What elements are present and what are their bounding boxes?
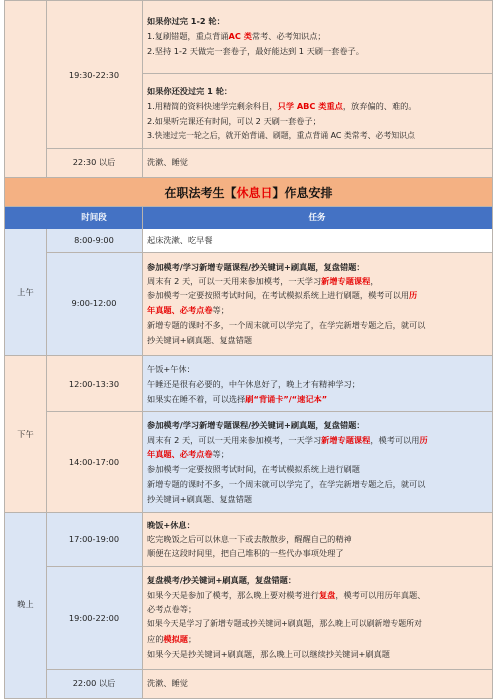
- block-notdone-line-1: 1.用精简的资料快速学完剩余科目，只学 ABC 类重点，放弃偏的、难的。: [147, 101, 417, 111]
- block-done-line-1: 1.复刷错题，重点背诵AC 类常考、必考知识点；: [147, 31, 326, 41]
- period-label-morning: 上午: [17, 287, 34, 297]
- evening-b-line-3: 如果今天是学习了新增专题或抄关键词+刷真题，那么晚上可以刷新增专题所对: [147, 619, 422, 628]
- task-2200-text: 洗漱、睡觉: [147, 678, 188, 688]
- period-label-evening: 晚上: [17, 599, 34, 609]
- time-1700-label: 17:00-19:00: [68, 534, 120, 544]
- table-frame: [4, 0, 493, 699]
- evening-b-line-1: 如果今天是参加了模考，那么晚上要对模考进行复盘，模考可以用历年真题、: [147, 590, 426, 600]
- time-1930-label: 19:30-22:30: [68, 70, 120, 80]
- afternoon-a-line-3: 如果实在睡不着，可以选择刷“背诵卡”/“速记本”: [147, 394, 328, 404]
- afternoon-b-line-4: 新增专题的课时不多，一个周末就可以学完了，在学完新增专题之后，就可以: [147, 479, 426, 489]
- period-label-afternoon: 下午: [17, 429, 34, 439]
- evening-b-line-4: 应的模拟题；: [147, 634, 197, 644]
- morning-b-heading: 参加模考/学习新增专题课程/抄关键词+刷真题，复盘错题：: [147, 262, 365, 272]
- afternoon-b-line-2: 年真题、必考点卷等；: [147, 449, 229, 459]
- time-1900-label: 19:00-22:00: [68, 613, 120, 623]
- block-notdone-heading: 如果你还没过完 1 轮：: [147, 86, 233, 96]
- evening-a-line-2: 顺便在这段时间里，把自己堆积的一些代办事项处理了: [147, 548, 344, 558]
- morning-b-line-4: 新增专题的课时不多，一个周末就可以学完了，在学完新增专题之后，就可以: [147, 320, 426, 330]
- morning-b-line-2: 参加模考一定要按照考试时间，在考试模拟系统上进行刷题，模考可以用历: [147, 290, 418, 300]
- afternoon-b-line-1: 周末有 2 天，可以一天用来参加模考，一天学习新增专题课程，模考可以用历: [147, 435, 428, 445]
- evening-a-heading: 晚饭+休息：: [147, 520, 195, 530]
- afternoon-b-line-3: 参加模考一定要按照考试时间，在考试模拟系统上进行刷题: [147, 464, 360, 474]
- time-2230-label: 22:30 以后: [72, 157, 116, 167]
- afternoon-b-heading: 参加模考/学习新增专题课程/抄关键词+刷真题，复盘错题：: [147, 420, 365, 430]
- evening-a-line-1: 吃完晚饭之后可以休息一下或去散散步，醒醒自己的精神: [147, 534, 352, 544]
- morning-b-line-1: 周末有 2 天，可以一天用来参加模考，一天学习新增专题课程，: [147, 276, 379, 286]
- evening-b-line-2: 必考点卷等；: [147, 604, 197, 614]
- time-1200-label: 12:00-13:30: [68, 379, 120, 389]
- morning-b-line-3: 年真题、必考点卷等；: [147, 305, 229, 315]
- evening-b-line-5: 如果今天是抄关键词+刷真题，那么晚上可以继续抄关键词+刷真题: [147, 649, 390, 659]
- afternoon-a-line-1: 午饭+午休：: [147, 364, 195, 374]
- task-2230-text: 洗漱、睡觉: [147, 157, 188, 167]
- block-done-heading: 如果你过完 1-2 轮：: [147, 16, 225, 26]
- block-done-line-2: 2.坚持 1-2 天做完一套卷子，最好能达到 1 天刷一套卷子。: [147, 46, 364, 56]
- afternoon-a-line-2: 午睡还是很有必要的，中午休息好了，晚上才有精神学习；: [147, 379, 360, 389]
- morning-b-line-5: 抄关键词+刷真题、复盘错题: [147, 335, 253, 345]
- evening-b-heading: 复盘模考/抄关键词+刷真题，复盘错题：: [147, 575, 297, 585]
- task-0800-text: 起床洗漱、吃早餐: [147, 235, 213, 245]
- block-notdone-line-2: 2.如果听完课还有时间，可以 2 天刷一套卷子；: [147, 116, 321, 126]
- block-notdone-line-3: 3.快速过完一轮之后，就开始背诵、刷题，重点背诵 AC 类常考、必考知识点: [147, 131, 415, 140]
- header-task-column: 任务: [308, 213, 326, 223]
- time-0800-label: 8:00-9:00: [74, 235, 114, 245]
- afternoon-b-line-5: 抄关键词+刷真题、复盘错题: [147, 494, 253, 504]
- time-1400-label: 14:00-17:00: [68, 457, 120, 467]
- time-2200-label: 22:00 以后: [72, 678, 116, 688]
- time-0900-label: 9:00-12:00: [71, 298, 117, 308]
- banner-title: 在职法考生【休息日】作息安排: [164, 186, 333, 200]
- header-time-column: 时间段: [81, 213, 107, 223]
